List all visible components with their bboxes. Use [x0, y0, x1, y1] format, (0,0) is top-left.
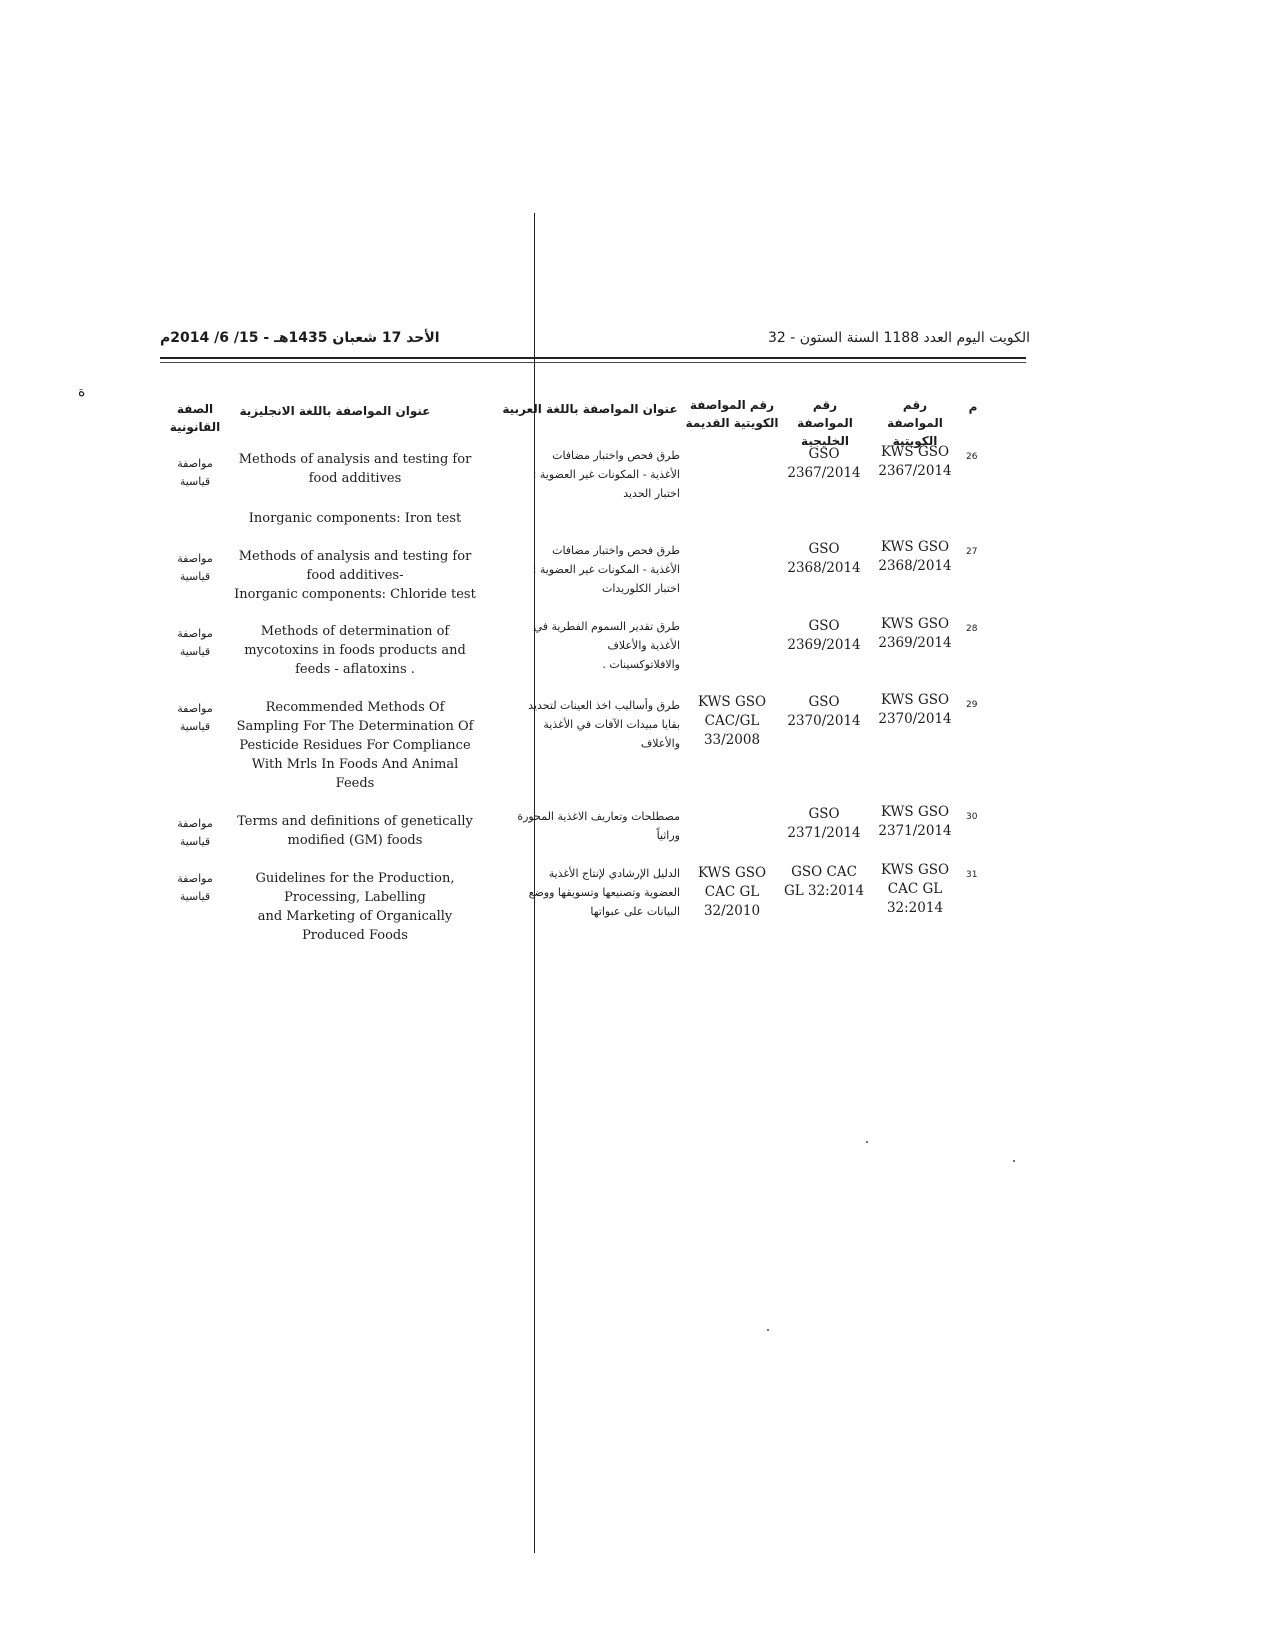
row-28-num: 28: [966, 624, 978, 634]
row-27-type: مواصفة قياسية: [177, 552, 213, 583]
row-28-kws: KWS GSO 2369/2014: [878, 616, 952, 651]
row-27-ar: طرق فحص واختبار مضافات الأغذية - المكونات غير العضوية : اختبار الكلوريدات: [532, 544, 680, 595]
col-head-en: عنوان المواصفة باللغة الانجليزية: [239, 404, 431, 418]
row-30-gso: GSO 2371/2014: [787, 806, 861, 841]
header-rule-thin: [160, 362, 1026, 363]
row-31-old: KWS GSO CAC GL 32/2010: [697, 865, 767, 919]
margin-mark: ة: [78, 384, 86, 400]
row-26-ar: طرق فحص واختبار مضافات الأغذية - المكونات غير العضوية : اختبار الحديد: [532, 449, 680, 500]
row-26-en-extra: Inorganic components: Iron test: [248, 511, 462, 526]
row-28-gso: GSO 2369/2014: [787, 618, 861, 653]
col-head-gso: رقم المواصفة الخليجية: [797, 398, 853, 448]
row-29-ar: طرق وأساليب اخذ العينات لتحديد بقايا مبيدات الآفات في الأغذية والأعلاف: [528, 699, 680, 750]
header-issue: الكويت اليوم العدد 1188 السنة الستون - 32: [768, 330, 1030, 346]
row-31-type: مواصفة قياسية: [177, 872, 213, 903]
row-30-ar: مصطلحات وتعاريف الاغذية المحورة وراثياً: [517, 810, 680, 842]
row-29-gso: GSO 2370/2014: [787, 694, 861, 729]
row-27-kws: KWS GSO 2368/2014: [878, 539, 952, 574]
row-31-en: Guidelines for the Production, Processing, Labelling and Marketing of Organically Produced Foods: [255, 871, 455, 943]
row-31-num: 31: [966, 870, 978, 880]
row-28-ar: طرق تقدير السموم الفطرية في الأغذية والأعلاف والافلاتوكسينات .: [533, 620, 680, 671]
header-date: الأحد 17 شعبان 1435هـ - 15/ 6/ 2014م: [160, 330, 440, 346]
row-28-type: مواصفة قياسية: [177, 627, 213, 658]
row-29-num: 29: [966, 700, 978, 710]
row-28-en: Methods of determination of mycotoxins in foods products and feeds - aflatoxins .: [244, 624, 466, 677]
row-31-gso: GSO CAC GL 32:2014: [783, 864, 865, 899]
header-rule: [160, 357, 1026, 359]
row-29-old: KWS GSO CAC/GL 33/2008: [697, 694, 767, 748]
row-26-gso: GSO 2367/2014: [787, 446, 861, 481]
row-29-type: مواصفة قياسية: [177, 702, 213, 733]
row-26-kws: KWS GSO 2367/2014: [878, 444, 952, 479]
row-30-type: مواصفة قياسية: [177, 817, 213, 848]
col-head-ar: عنوان المواصفة باللغة العربية: [502, 402, 678, 416]
row-27-en: Methods of analysis and testing for food additives- Inorganic components: Chloride test: [234, 549, 476, 602]
row-31-kws: KWS GSO CAC GL 32:2014: [880, 862, 950, 916]
row-27-gso: GSO 2368/2014: [787, 541, 861, 576]
row-30-kws: KWS GSO 2371/2014: [878, 804, 952, 839]
row-30-num: 30: [966, 812, 978, 822]
row-31-ar: الدليل الإرشادي لإنتاج الأغذية العضوية وتصنيعها وتسويقها ووضع البيانات على عبواتها: [528, 867, 680, 918]
row-29-kws: KWS GSO 2370/2014: [878, 692, 952, 727]
scan-speck: [866, 1141, 868, 1143]
col-head-type: الصفة القانونية: [169, 402, 221, 434]
col-head-num: م: [968, 400, 978, 414]
row-26-num: 26: [966, 452, 978, 462]
row-27-num: 27: [966, 547, 978, 557]
col-head-kws: رقم المواصفة الكويتية: [887, 398, 943, 448]
row-29-en: Recommended Methods Of Sampling For The Determination Of Pesticide Residues For Compliance With Mrls In Foods And Animal Feeds: [236, 700, 474, 791]
scan-speck: [767, 1329, 769, 1331]
scan-speck: [1013, 1160, 1015, 1162]
col-head-old: رقم المواصفة الكويتية القديمة: [685, 398, 779, 430]
row-26-en: Methods of analysis and testing for food additives: [238, 452, 472, 486]
row-26-type: مواصفة قياسية: [177, 457, 213, 488]
row-30-en: Terms and definitions of genetically modified (GM) foods: [237, 814, 473, 848]
